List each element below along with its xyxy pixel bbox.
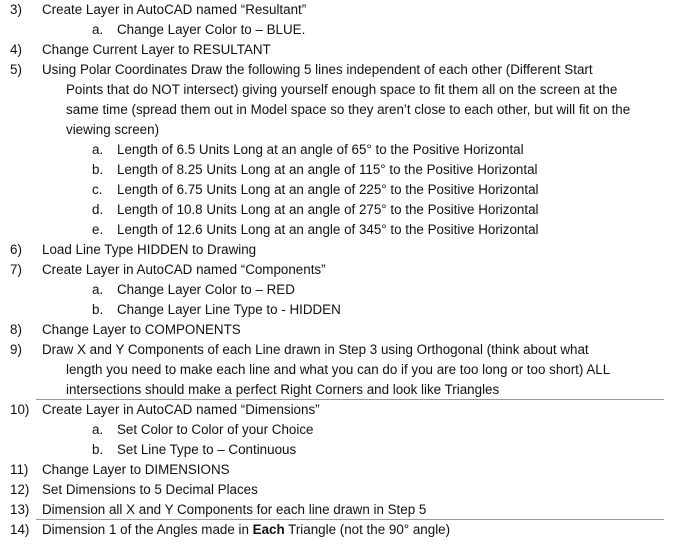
item-number: 13) <box>10 502 30 517</box>
item-number: 14) <box>10 522 30 537</box>
item-text: Change Current Layer to RESULTANT <box>42 42 271 57</box>
item-number: a. <box>92 282 104 297</box>
item-number: a. <box>92 422 104 437</box>
item-text: length you need to make each line and what you can do if you are too long or too short) ALL <box>66 362 611 377</box>
item-text: Set Dimensions to 5 Decimal Places <box>42 482 258 497</box>
item-number: b. <box>92 162 104 177</box>
item-number: 4) <box>10 42 22 57</box>
item-text: Create Layer in AutoCAD named “Components” <box>42 262 326 277</box>
item-number: c. <box>92 182 103 197</box>
item-number: a. <box>92 142 104 157</box>
item-text: Change Layer Color to – BLUE. <box>117 22 306 37</box>
item-text: Dimension all X and Y Components for each line drawn in Step 5 <box>42 502 427 517</box>
item-text: Draw X and Y Components of each Line drawn in Step 3 using Orthogonal (think about what <box>42 342 589 357</box>
item-text: intersections should make a perfect Right Corners and look like Triangles <box>66 382 500 397</box>
item-number: 6) <box>10 242 22 257</box>
item-text <box>42 520 450 540</box>
item-text-emphasis: Each <box>252 522 285 537</box>
item-text: Set Color to Color of your Choice <box>117 422 314 437</box>
item-text: Load Line Type HIDDEN to Drawing <box>42 242 257 257</box>
item-number: b. <box>92 442 104 457</box>
item-number: b. <box>92 302 104 317</box>
item-text-end: Triangle (not the 90° angle) <box>284 522 451 537</box>
item-number: 3) <box>10 2 22 17</box>
item-text: Length of 6.75 Units Long at an angle of 225° to the Positive Horizontal <box>117 182 539 197</box>
item-text: viewing screen) <box>66 122 160 137</box>
item-number: a. <box>92 22 104 37</box>
item-text: same time (spread them out in Model space so they aren’t close to each other, but will fit on the <box>66 102 631 117</box>
item-number: 10) <box>10 402 30 417</box>
item-text: Length of 6.5 Units Long at an angle of 65° to the Positive Horizontal <box>117 142 524 157</box>
item-text-start: Dimension 1 of the Angles made in <box>42 522 253 537</box>
item-text: Create Layer in AutoCAD named “Dimensions” <box>42 402 320 417</box>
item-text: Using Polar Coordinates Draw the following 5 lines independent of each other (Different Start <box>42 62 593 77</box>
item-text: Set Line Type to – Continuous <box>117 442 297 457</box>
item-number: e. <box>92 222 104 237</box>
item-text: Change Layer Line Type to - HIDDEN <box>117 302 341 317</box>
item-text: Change Layer to DIMENSIONS <box>42 462 230 477</box>
item-text: Length of 12.6 Units Long at an angle of 345° to the Positive Horizontal <box>117 222 539 237</box>
item-number: 5) <box>10 62 22 77</box>
item-text: Length of 8.25 Units Long at an angle of 115° to the Positive Horizontal <box>117 162 538 177</box>
item-number: 12) <box>10 482 30 497</box>
item-text: Change Layer Color to – RED <box>117 282 295 297</box>
item-text: Points that do NOT intersect) giving yourself enough space to fit them all on the screen at the <box>66 82 618 97</box>
item-text: Length of 10.8 Units Long at an angle of 275° to the Positive Horizontal <box>117 202 539 217</box>
item-text: Create Layer in AutoCAD named “Resultant” <box>42 2 307 17</box>
item-number: 9) <box>10 342 22 357</box>
item-text: Change Layer to COMPONENTS <box>42 322 241 337</box>
item-number: 7) <box>10 262 22 277</box>
item-number: 11) <box>10 462 29 477</box>
item-number: d. <box>92 202 104 217</box>
item-number: 8) <box>10 322 22 337</box>
